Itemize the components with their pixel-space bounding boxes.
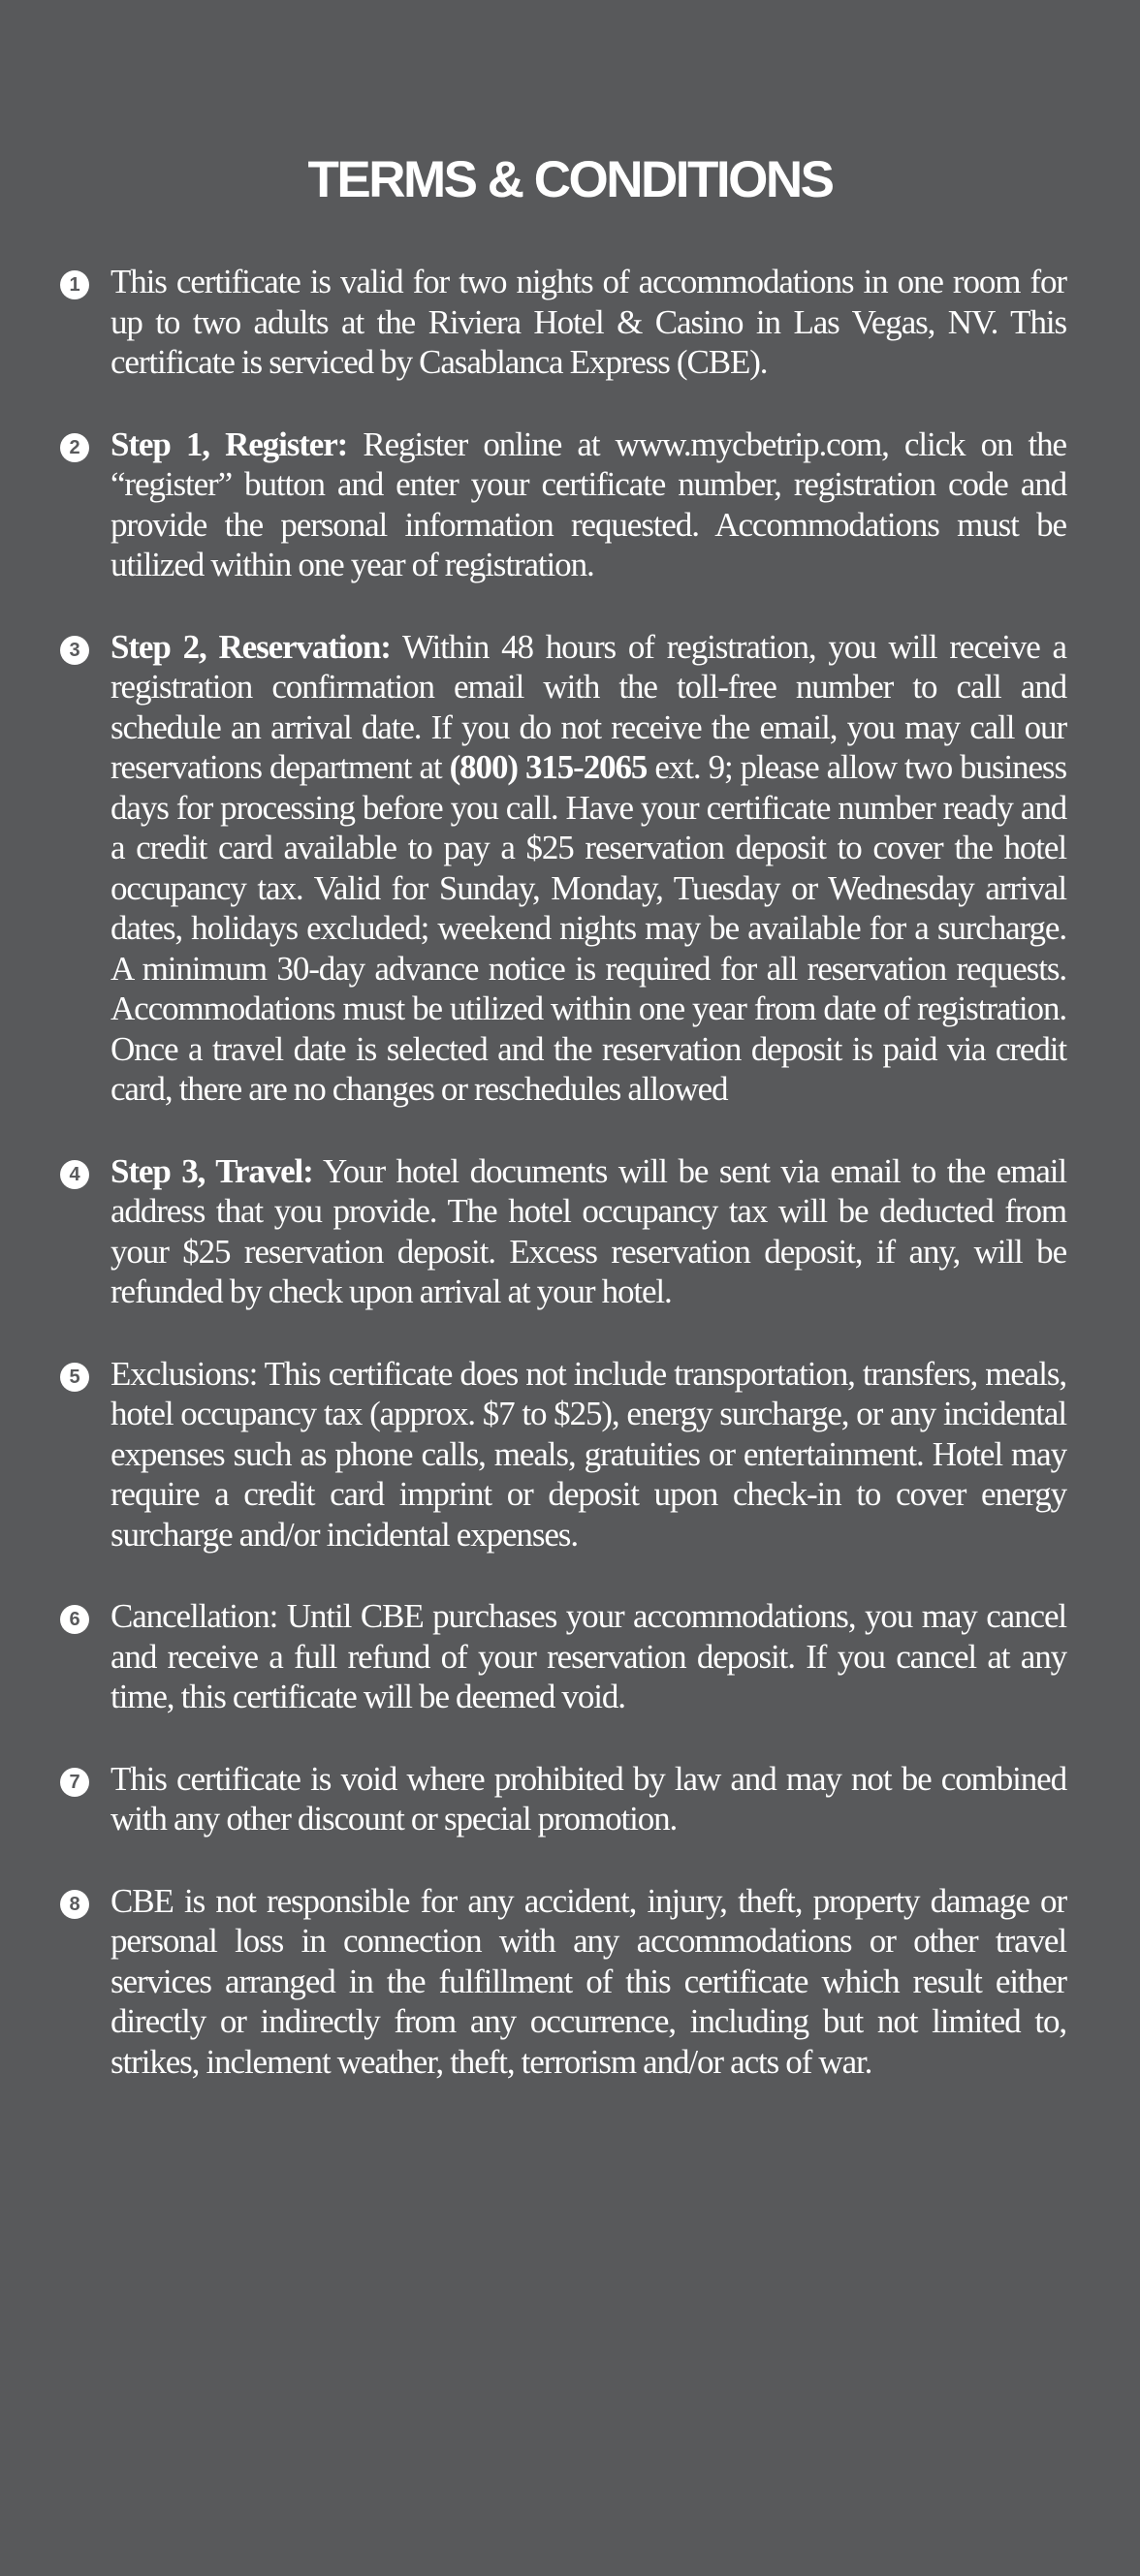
term-item-7: [58, 1759, 1066, 1839]
terms-list: [58, 262, 1066, 2123]
term-lead: Step 2, Reservation:: [111, 627, 391, 666]
term-text: [111, 1354, 1066, 1555]
term-number-badge: 7: [60, 1768, 89, 1797]
term-item-2: [58, 424, 1066, 585]
term-lead: Step 3, Travel:: [111, 1151, 313, 1190]
page-title: TERMS & CONDITIONS: [307, 151, 833, 208]
term-number-badge: 5: [60, 1363, 89, 1392]
term-item-8: [58, 1881, 1066, 2083]
term-text: [111, 1881, 1066, 2083]
term-number-badge: 3: [60, 636, 89, 665]
term-number-badge: 4: [60, 1160, 89, 1189]
term-body: CBE is not responsible for any accident, injury, theft, property damage or personal loss in connection with any accommodations or other travel services arranged in the fulfillment of this certificate which result either directly or indirectly from any occurrence, including but not limited to, strikes, inclement weather, theft, terrorism and/or acts of war.: [111, 1881, 1066, 2081]
term-body: Register online at www.mycbetrip.com, click on the “register” button and enter your certificate number, registration code and provide the personal information requested. Accommodations must be utilized within one year of registration.: [111, 424, 1066, 583]
term-body: Within 48 hours of registration, you will receive a registration confirmation email with the toll-free number to call and schedule an arrival date. If you do not receive the email, you may call our reservations department at: [111, 627, 1066, 786]
term-item-3: [58, 627, 1066, 1110]
term-body-continued: ext. 9; please allow two business days for processing before you call. Have your certificate number ready and a credit card available to pay a $25 reservation deposit to cover the hotel occupancy tax. Valid for Sunday, Monday, Tuesday or Wednesday arrival dates, holidays excluded; weekend nights may be available for a surcharge. A minimum 30-day advance notice is required for all reservation requests. Accommodations must be utilized within one year from date of registration. Once a travel date is selected and the reservation deposit is paid via credit card, there are no changes or reschedules allowed: [111, 748, 1066, 1108]
term-lead: Step 1, Register:: [111, 424, 348, 463]
term-number-badge: 1: [60, 270, 89, 299]
term-number-badge: 8: [60, 1890, 89, 1919]
term-body: This certificate is void where prohibited by law and may not be combined with any other discount or special promotion.: [111, 1759, 1066, 1838]
term-item-5: [58, 1354, 1066, 1555]
term-text: [111, 424, 1066, 585]
term-body: Exclusions: This certificate does not include transportation, transfers, meals, hotel occupancy tax (approx. $7 to $25), energy surcharge, or any incidental expenses such as phone calls, meals, gratuities or entertainment. Hotel may require a credit card imprint or deposit upon check-in to cover energy surcharge and/or incidental expenses.: [111, 1354, 1066, 1554]
term-number-badge: 2: [60, 433, 89, 462]
term-body: Cancellation: Until CBE purchases your accommodations, you may cancel and receive a full refund of your reservation deposit. If you cancel at any time, this certificate will be deemed void.: [111, 1597, 1066, 1715]
term-text: [111, 1759, 1066, 1839]
term-body: This certificate is valid for two nights of accommodations in one room for up to two adults at the Riviera Hotel & Casino in Las Vegas, NV. This certificate is serviced by Casablanca Express (CBE).: [111, 263, 1066, 381]
term-body: Your hotel documents will be sent via email to the email address that you provide. The hotel occupancy tax will be deducted from your $25 reservation deposit. Excess reservation deposit, if any, will be refunded by check upon arrival at your hotel.: [111, 1151, 1066, 1310]
term-text: [111, 262, 1066, 383]
term-item-4: [58, 1151, 1066, 1312]
reservations-phone: (800) 315-2065: [449, 748, 648, 786]
term-item-1: [58, 262, 1066, 383]
term-text: [111, 1596, 1066, 1717]
term-number-badge: 6: [60, 1605, 89, 1634]
term-text: [111, 1151, 1066, 1312]
term-item-6: [58, 1596, 1066, 1717]
term-text: [111, 627, 1066, 1110]
